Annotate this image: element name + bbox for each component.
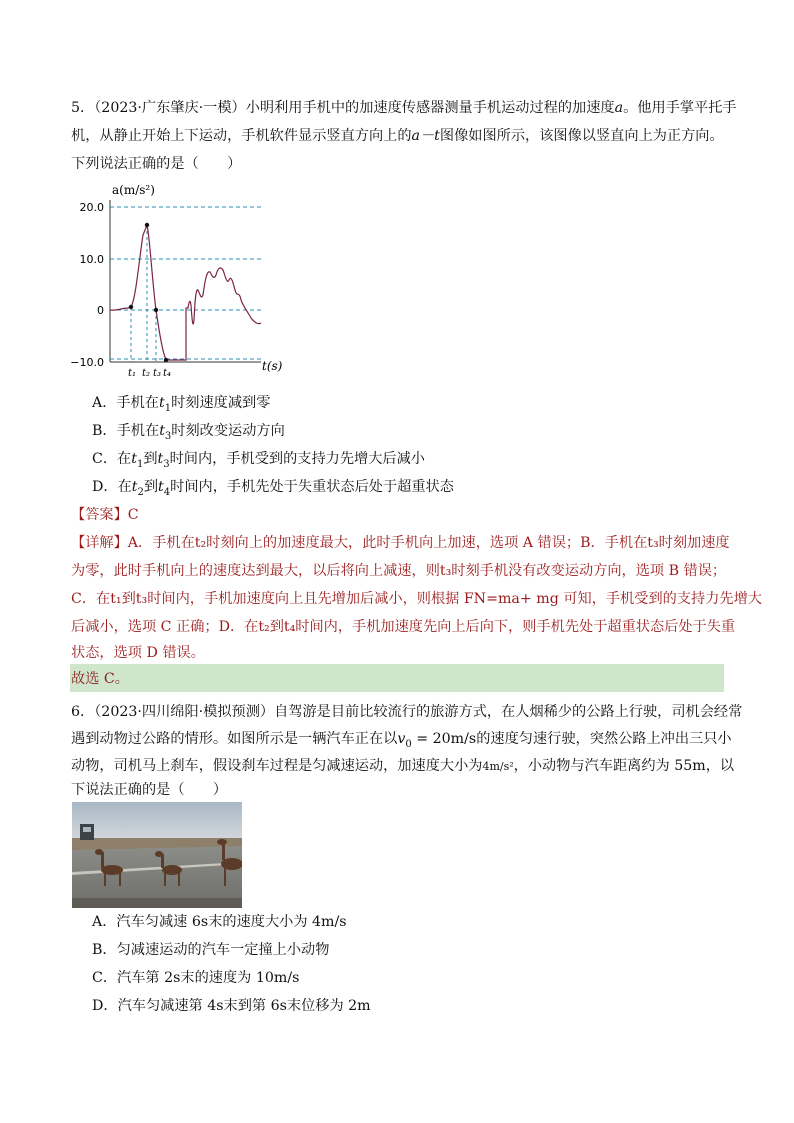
q5-option-c-post: 时间内，手机受到的支持力先增大后减小 xyxy=(169,451,425,467)
q6-stem-line3 xyxy=(71,756,734,777)
q6-stem-line2 xyxy=(71,729,732,755)
q6-stem-line4: 下说法正确的是（ ） xyxy=(71,782,228,798)
point-t4 xyxy=(164,358,168,362)
q5-option-b-post: 时刻改变运动方向 xyxy=(171,423,285,439)
q5-option-b-t: t xyxy=(159,423,165,439)
q5-stem-text2-end: 图像如图所示，该图像以竖直向上为正方向。 xyxy=(439,128,724,144)
q5-answer xyxy=(71,505,139,525)
q6-option-c: C．汽车第 2s末的速度为 10m/s xyxy=(92,970,300,986)
q6-stem-text3-end: ，小动物与汽车距离约为 55m，以 xyxy=(513,758,735,774)
q5-option-a-pre: A．手机在 xyxy=(92,395,159,411)
q5-option-c-pre: C．在 xyxy=(92,451,132,467)
x-tick-t4: t₄ xyxy=(163,368,172,379)
point-t2 xyxy=(145,223,149,227)
q5-option-a-sub: 1 xyxy=(164,402,172,414)
q5-option-a xyxy=(92,393,270,419)
q5-option-d-post: 时间内，手机先处于失重状态后处于超重状态 xyxy=(170,479,454,495)
x-tick-t3: t₃ xyxy=(153,368,162,379)
y-axis-label: a(m/s²) xyxy=(112,183,155,197)
answer-value: C xyxy=(127,507,139,523)
detail-text-1: A．手机在t₂时刻向上的加速度最大，此时手机向上加速，选项 A 错误；B．手机在t₃时刻加速度 xyxy=(127,535,730,551)
q5-option-c-sub1: 1 xyxy=(136,458,144,470)
x-axis-label: t(s) xyxy=(262,359,283,373)
q5-detail-line3: C．在t₁到t₃时间内，手机加速度向上且先增加后减小，则根据 FN=ma+ mg 可知，手机受到的支持力先增大 xyxy=(71,591,762,607)
q5-stem-text1-end: 。他用手掌平托手 xyxy=(623,100,737,116)
q6-stem-text2-end: = 20m/s的速度匀速行驶，突然公路上冲出三只小 xyxy=(411,731,732,747)
q5-option-b-sub: 3 xyxy=(164,430,172,442)
q5-option-c-mid: 到 xyxy=(143,451,158,467)
q5-stem-text1: 5．（2023·广东肇庆·一模）小明利用手机中的加速度传感器测量手机运动过程的加速度 xyxy=(71,100,615,116)
q5-var-a: a xyxy=(614,100,624,116)
conclusion-text: 故选 C。 xyxy=(71,671,129,687)
q5-detail-line1 xyxy=(71,533,730,553)
q6-option-b: B．匀减速运动的汽车一定撞上小动物 xyxy=(92,942,330,958)
q5-stem-line3: 下列说法正确的是（ ） xyxy=(71,156,242,172)
q5-option-d-t1: t xyxy=(131,479,138,495)
detail-label: 【详解】 xyxy=(71,535,128,551)
y-tick-0: 0 xyxy=(97,304,104,317)
q5-option-d-pre: D．在 xyxy=(92,479,132,495)
conclusion-banner xyxy=(70,664,724,692)
x-tick-t1: t₁ xyxy=(128,368,137,379)
q6-option-d: D．汽车匀减速第 4s末到第 6s末位移为 2m xyxy=(92,998,371,1014)
q5-stem-line2 xyxy=(71,126,724,146)
road-animals-photo xyxy=(72,802,242,908)
q5-detail-line2: 为零，此时手机向上的速度达到最大，以后将向上减速，则t₃时刻手机没有改变运动方向，选项 B 错误； xyxy=(71,563,727,579)
q5-option-b xyxy=(92,421,285,447)
q5-detail-line5: 状态，选项 D 错误。 xyxy=(71,645,205,661)
acceleration-time-graph xyxy=(70,180,290,380)
q6-stem-line1: 6．（2023·四川绵阳·模拟预测）自驾游是目前比较流行的旅游方式，在人烟稀少的公路上行驶，司机会经常 xyxy=(71,704,743,720)
q5-option-b-pre: B．手机在 xyxy=(92,423,160,439)
q6-var-v: v xyxy=(397,731,406,747)
point-t1 xyxy=(129,305,133,309)
q5-stem-text2: 机，从静止开始上下运动，手机软件显示竖直方向上的 xyxy=(71,128,412,144)
q5-option-d-sub1: 2 xyxy=(137,486,144,498)
q5-option-d xyxy=(92,477,454,503)
q5-detail-line4: 后减小，选项 C 正确；D．在t₂到t₄时间内，手机加速度先向上后向下，则手机先处于超重状态后处于失重 xyxy=(71,619,736,635)
point-t3 xyxy=(154,308,158,312)
q5-option-c-sub2: 3 xyxy=(163,458,170,470)
q6-stem-text3: 动物，司机马上刹车，假设刹车过程是匀减速运动，加速度大小为 xyxy=(71,758,483,774)
q5-option-d-t2: t xyxy=(158,479,164,495)
q5-option-c xyxy=(92,449,425,475)
y-tick-neg10: −10.0 xyxy=(70,356,104,369)
q5-option-d-mid: 到 xyxy=(143,479,159,495)
q6-stem-text2: 遇到动物过公路的情形。如图所示是一辆汽车正在以 xyxy=(71,731,398,747)
q5-option-a-post: 时刻速度减到零 xyxy=(171,395,271,411)
q5-stem-line1 xyxy=(71,98,737,118)
answer-label: 【答案】 xyxy=(71,507,128,523)
q6-option-a: A．汽车匀减速 6s末的速度大小为 4m/s xyxy=(92,914,347,930)
q5-var-at: a－t xyxy=(411,128,440,144)
q5-option-c-t2: t xyxy=(157,451,164,467)
y-tick-10: 10.0 xyxy=(79,253,104,266)
q5-option-c-t1: t xyxy=(131,451,137,467)
q6-var-v-sub: 0 xyxy=(405,738,412,750)
x-tick-t2: t₂ xyxy=(142,368,151,379)
q6-acceleration: 4m/s² xyxy=(482,760,514,773)
acceleration-curve xyxy=(110,225,261,360)
q5-option-a-t: t xyxy=(159,395,165,411)
q5-option-d-sub2: 4 xyxy=(163,486,171,498)
y-tick-20: 20.0 xyxy=(79,201,104,214)
